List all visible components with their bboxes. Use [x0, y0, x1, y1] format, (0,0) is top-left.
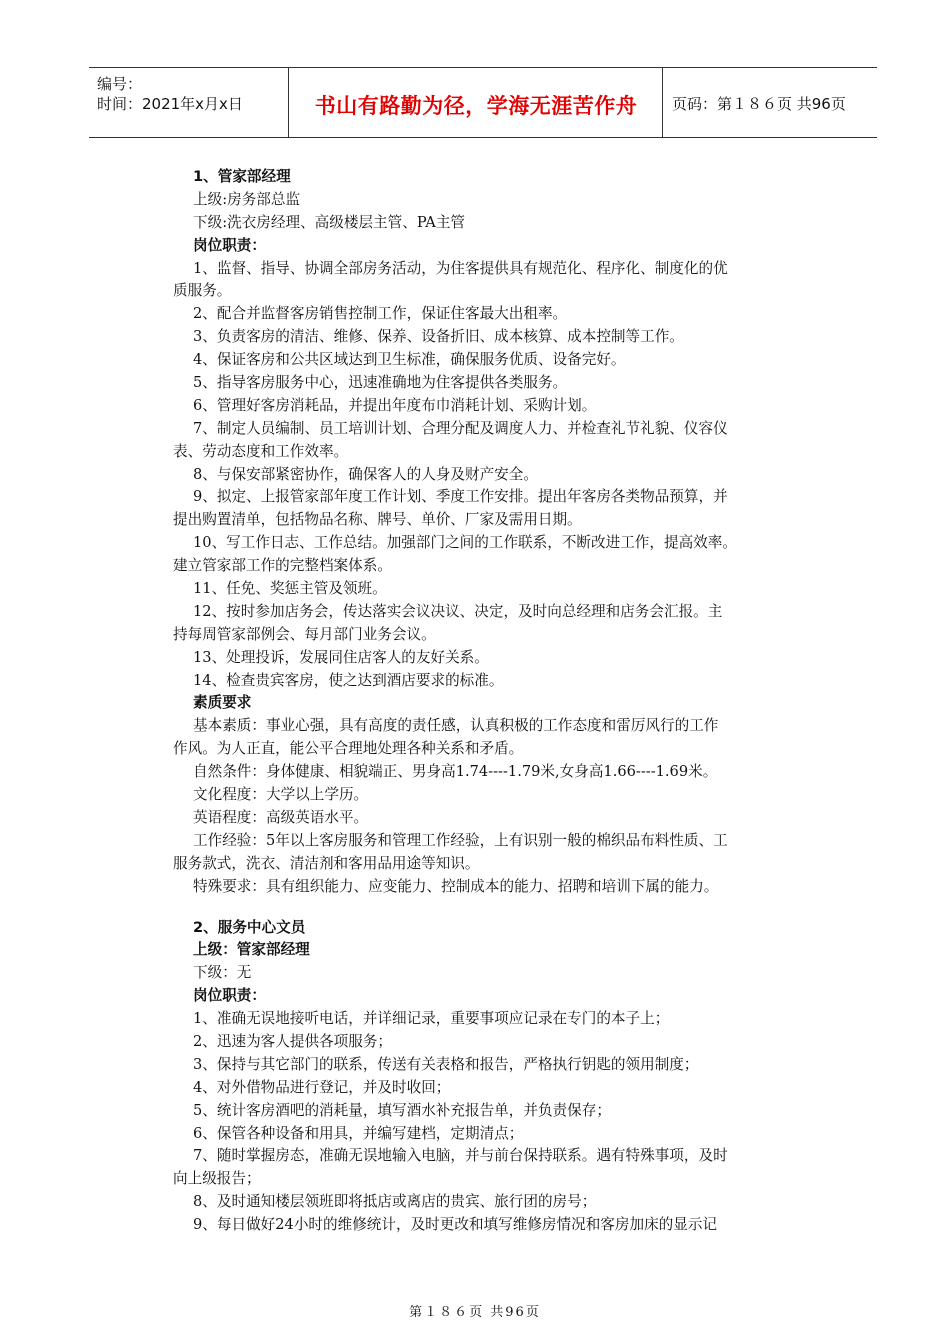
page-header — [89, 67, 877, 138]
quality-list — [173, 715, 805, 898]
text-line: 11、任免、奖惩主管及领班。 — [193, 580, 387, 598]
text-line: 1、监督、指导、协调全部房务活动，为住客提供具有规范化、程序化、制度化的优 — [193, 259, 728, 277]
text-line: 10、写工作日志、工作总结。加强部门之间的工作联系，不断改进工作，提高效率。 — [193, 534, 737, 552]
text-line: 4、对外借物品进行登记，并及时收回； — [193, 1078, 451, 1096]
text-line: 特殊要求：具有组织能力、应变能力、控制成本的能力、招聘和培训下属的能力。 — [193, 877, 719, 895]
duties-list — [173, 258, 805, 693]
text-line: 7、随时掌握房态，准确无误地输入电脑，并与前台保持联系。遇有特殊事项，及时 — [193, 1147, 728, 1165]
text-line: 基本素质：事业心强，具有高度的责任感，认真积极的工作态度和雷厉风行的工作 — [193, 717, 719, 735]
text-line-continuation: 持每周管家部例会、每月部门业务会议。 — [173, 625, 436, 643]
header-page-cell — [664, 68, 877, 137]
subordinate-line: 下级：无 — [193, 964, 252, 982]
superior-line: 上级：管家部经理 — [193, 941, 310, 959]
page-footer: 第１８６页 共96页 — [409, 1305, 541, 1320]
duties-list — [173, 1008, 805, 1237]
section-gap — [193, 899, 805, 917]
subordinate-line: 下级:洗衣房经理、高级楼层主管、PA主管 — [193, 213, 466, 231]
document-time: 时间：2021年x月x日 — [97, 95, 243, 113]
text-line-continuation: 质服务。 — [173, 282, 232, 300]
text-line: 6、管理好客房消耗品，并提出年度布巾消耗计划、采购计划。 — [193, 396, 597, 414]
document-number-label: 编号： — [97, 75, 143, 93]
text-line: 工作经验：5年以上客房服务和管理工作经验，上有识别一般的棉织品布料性质、工 — [193, 831, 728, 849]
text-line-continuation: 建立管家部工作的完整档案体系。 — [173, 557, 392, 575]
section-title: 1、管家部经理 — [193, 168, 291, 185]
document-body — [173, 166, 805, 1237]
text-line: 4、保证客房和公共区域达到卫生标准，确保服务优质、设备完好。 — [193, 351, 626, 369]
text-line: 6、保管各种设备和用具，并编写建档，定期清点； — [193, 1124, 524, 1142]
header-info-cell — [89, 68, 289, 137]
duties-heading: 岗位职责： — [193, 987, 266, 1005]
quality-heading: 素质要求 — [193, 694, 252, 712]
text-line-continuation: 向上级报告； — [173, 1170, 261, 1188]
text-line: 3、负责客房的清洁、维修、保养、设备折旧、成本核算、成本控制等工作。 — [193, 328, 684, 346]
text-line-continuation: 服务款式，洗衣、清洁剂和客用品用途等知识。 — [173, 854, 480, 872]
text-line: 自然条件：身体健康、相貌端正、男身高1.74----1.79米,女身高1.66----1.69米。 — [193, 763, 718, 781]
text-line-continuation: 提出购置清单，包括物品名称、牌号、单价、厂家及需用日期。 — [173, 511, 582, 529]
text-line: 12、按时参加店务会，传达落实会议决议、决定，及时向总经理和店务会汇报。主 — [193, 602, 723, 620]
text-line: 5、统计客房酒吧的消耗量，填写酒水补充报告单，并负责保存； — [193, 1101, 611, 1119]
header-motto: 书山有路勤为径，学海无涯苦作舟 — [314, 94, 638, 118]
duties-heading: 岗位职责： — [193, 236, 266, 254]
text-line: 2、迅速为客人提供各项服务； — [193, 1032, 393, 1050]
text-line-continuation: 作风。为人正直，能公平合理地处理各种关系和矛盾。 — [173, 740, 524, 758]
text-line: 5、指导客房服务中心，迅速准确地为住客提供各类服务。 — [193, 374, 568, 392]
text-line: 14、检查贵宾客房，使之达到酒店要求的标准。 — [193, 671, 504, 689]
text-line: 13、处理投诉，发展同住店客人的友好关系。 — [193, 648, 489, 666]
text-line: 9、拟定、上报管家部年度工作计划、季度工作安排。提出年客房各类物品预算，并 — [193, 488, 728, 506]
text-line: 1、准确无误地接听电话，并详细记录，重要事项应记录在专门的本子上； — [193, 1010, 670, 1028]
text-line: 文化程度：大学以上学历。 — [193, 786, 369, 804]
header-motto-cell — [290, 68, 663, 137]
text-line: 9、每日做好24小时的维修统计，及时更改和填写维修房情况和客房加床的显示记 — [193, 1216, 718, 1234]
text-line: 3、保持与其它部门的联系，传送有关表格和报告，严格执行钥匙的领用制度； — [193, 1055, 699, 1073]
text-line: 2、配合并监督客房销售控制工作，保证住客最大出租率。 — [193, 305, 568, 323]
superior-line: 上级:房务部总监 — [193, 190, 301, 208]
text-line: 8、及时通知楼层领班即将抵店或离店的贵宾、旅行团的房号； — [193, 1193, 597, 1211]
header-page-number: 页码：第１８６页 共96页 — [672, 95, 846, 113]
section-title: 2、服务中心文员 — [193, 918, 306, 936]
text-line: 7、制定人员编制、员工培训计划、合理分配及调度人力、并检查礼节礼貌、仪容仪 — [193, 419, 728, 437]
text-line-continuation: 表、劳动态度和工作效率。 — [173, 442, 349, 460]
text-line: 8、与保安部紧密协作，确保客人的人身及财产安全。 — [193, 465, 538, 483]
text-line: 英语程度：高级英语水平。 — [193, 808, 369, 826]
